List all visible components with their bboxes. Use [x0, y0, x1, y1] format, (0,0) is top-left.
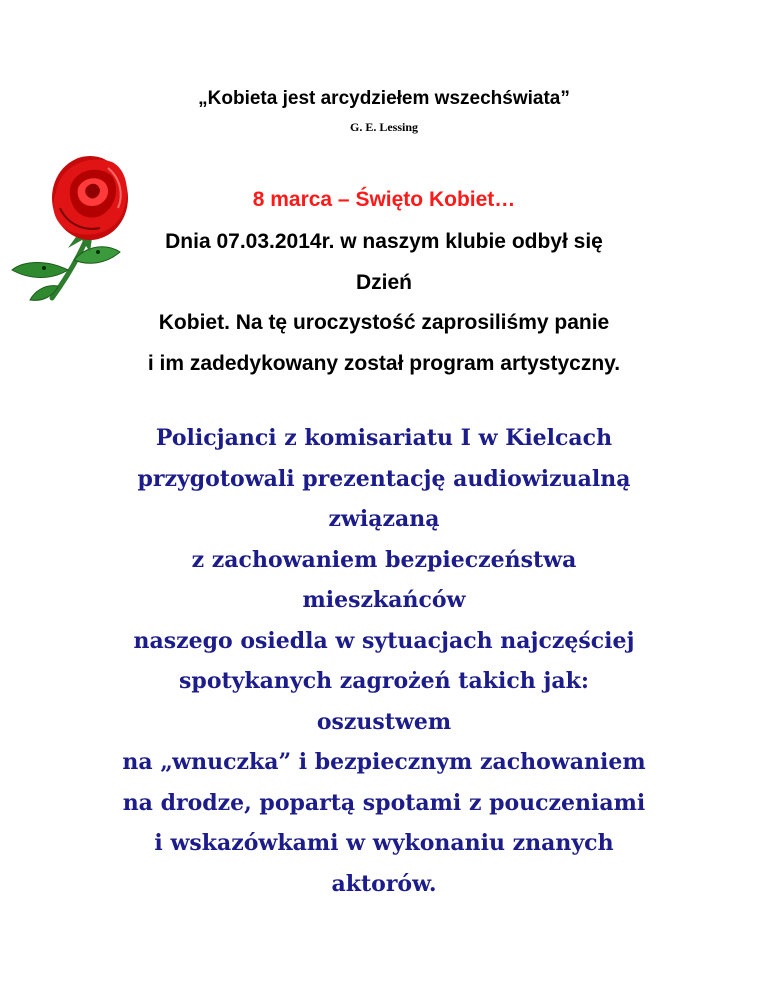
intro-paragraph: [60, 222, 708, 384]
body-line: z zachowaniem bezpieczeństwa: [191, 546, 577, 573]
body-line: naszego osiedla w sytuacjach najczęściej: [133, 627, 635, 654]
body-line: przygotowali prezentację audiowizualną: [137, 465, 631, 492]
body-line: i wskazówkami w wykonaniu znanych: [154, 830, 614, 856]
intro-line: Dzień: [355, 270, 412, 294]
quote-author: G. E. Lessing: [349, 120, 418, 134]
event-title: 8 marca – Święto Kobiet…: [252, 188, 516, 211]
body-line: na „wnuczka” i bezpiecznym zachowaniem: [122, 749, 646, 775]
intro-line: Dnia 07.03.2014r. w naszym klubie odbył się: [165, 230, 603, 253]
body-line: na drodze, popartą spotami z pouczeniami: [122, 789, 646, 816]
body-paragraph: [40, 418, 728, 904]
intro-line: Kobiet. Na tę uroczystość zaprosiliśmy panie: [158, 311, 610, 334]
intro-line: i im zadedykowany został program artystyczny.: [147, 351, 621, 375]
body-line: związaną: [328, 506, 440, 532]
body-line: aktorów.: [331, 870, 437, 897]
quote-text: „Kobieta jest arcydziełem wszechświata”: [198, 88, 570, 109]
body-line: Policjanci z komisariatu I w Kielcach: [155, 425, 613, 451]
body-line: oszustwem: [316, 708, 452, 735]
body-line: mieszkańców: [302, 587, 466, 613]
body-line: spotykanych zagrożeń takich jak:: [179, 668, 589, 694]
